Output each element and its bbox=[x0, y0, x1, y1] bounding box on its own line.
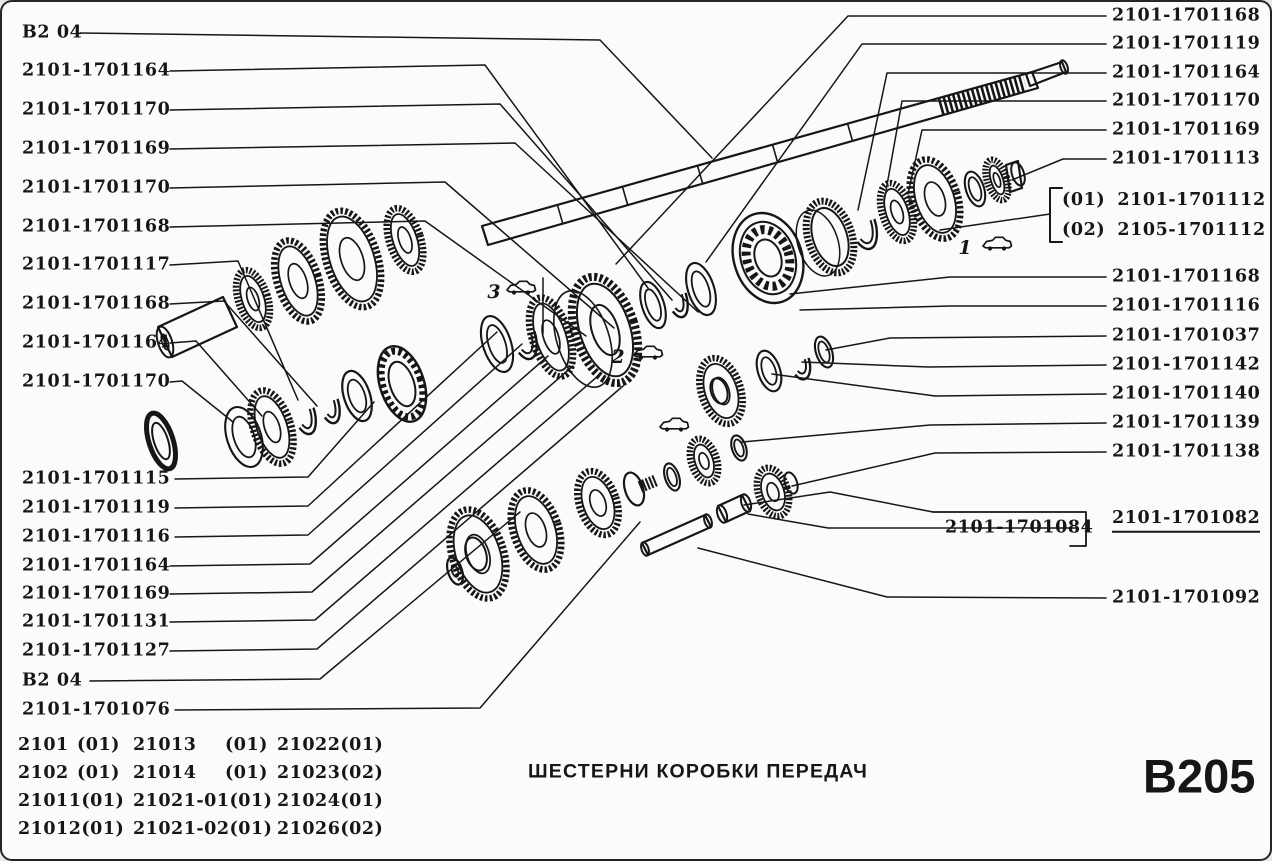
figure-title: ШЕСТЕРНИ КОРОБКИ ПЕРЕДАЧ bbox=[528, 760, 869, 783]
ring-outer bbox=[961, 169, 989, 209]
leader-line bbox=[1012, 159, 1106, 180]
applicability-row bbox=[0, 735, 420, 757]
variant-bracket bbox=[1050, 188, 1062, 242]
superseded-old-part-label: 2101-1701084 bbox=[945, 517, 1094, 538]
part-label: 2101-1701170 bbox=[1112, 90, 1261, 111]
part-label: 2101-1701119 bbox=[22, 497, 171, 518]
applicability-cell: 21013 (01) bbox=[133, 735, 268, 755]
shaft-step bbox=[773, 145, 778, 162]
leader-line bbox=[170, 356, 548, 566]
gear-hub bbox=[284, 261, 311, 300]
shaft-step bbox=[848, 123, 853, 140]
part-label: 2101-1701169 bbox=[22, 583, 171, 604]
sheet-code: B205 bbox=[1143, 749, 1256, 803]
leader-line bbox=[698, 548, 1106, 598]
part-ellipse bbox=[373, 346, 430, 422]
circlip-inner bbox=[789, 347, 808, 375]
ring-outer bbox=[728, 433, 749, 462]
part-label: 2101-1701113 bbox=[1112, 148, 1261, 169]
variant-row bbox=[1062, 190, 1266, 210]
circlip bbox=[841, 193, 882, 252]
car-wheel-icon bbox=[988, 246, 992, 250]
ring-outer bbox=[661, 462, 683, 493]
circlip-inner bbox=[291, 392, 315, 431]
applicability-cell: 21021-01(01) bbox=[133, 791, 273, 811]
leader-line bbox=[802, 362, 1106, 367]
figure-reference-label: B2 04 bbox=[22, 22, 83, 43]
part-label: 2101-1701115 bbox=[22, 468, 171, 489]
part-label: 2101-1701076 bbox=[22, 699, 171, 720]
gear-hub bbox=[587, 488, 610, 518]
car-wheel-icon bbox=[512, 290, 516, 294]
applicability-row bbox=[0, 763, 420, 785]
gear-teeth bbox=[229, 266, 276, 332]
applicability-cell: 21014 (01) bbox=[133, 763, 268, 783]
ring-outer bbox=[635, 279, 671, 331]
leader-line bbox=[742, 423, 1106, 442]
car-wheel-icon bbox=[679, 427, 683, 431]
figure-reference-label: B2 04 bbox=[22, 670, 83, 691]
applicability-cell: 21023(02) bbox=[277, 763, 384, 783]
applicability-cell: 21011(01) bbox=[18, 791, 125, 811]
leader-line bbox=[792, 452, 1106, 486]
part-ellipse bbox=[620, 470, 648, 508]
applicability-cell: 21021-02(01) bbox=[133, 819, 273, 839]
circlip bbox=[285, 385, 321, 437]
part-label: 2101-1701142 bbox=[1112, 354, 1261, 375]
gear-hub bbox=[260, 409, 284, 444]
part-label: 2101-1701168 bbox=[1112, 266, 1261, 287]
part-label: 2105-1701112 bbox=[1117, 220, 1266, 240]
ring-inner bbox=[642, 287, 665, 322]
part-label: 2101-1701127 bbox=[22, 640, 171, 661]
gear-teeth bbox=[691, 352, 750, 429]
leader-line bbox=[175, 332, 497, 508]
part-label: 2101-1701131 bbox=[22, 611, 171, 632]
part-label: 2101-1701164 bbox=[22, 555, 171, 576]
applicability-cell: 21026(02) bbox=[277, 819, 384, 839]
applicability-cell: 21022(01) bbox=[277, 735, 384, 755]
position-marker-2: 2 bbox=[611, 346, 625, 368]
gear-hub bbox=[765, 481, 781, 502]
applicability-cell: 2102 (01) bbox=[18, 763, 120, 783]
leader-line bbox=[800, 306, 1106, 310]
car-wheel-icon bbox=[653, 355, 657, 359]
gear-hub bbox=[395, 225, 415, 254]
gear-hub bbox=[522, 510, 551, 549]
applicability-cell: 2101 (01) bbox=[18, 735, 120, 755]
part-ellipse bbox=[543, 283, 623, 394]
part-label: 2101-1701169 bbox=[22, 138, 171, 159]
car-wheel-icon bbox=[1002, 246, 1006, 250]
leader-line bbox=[706, 44, 1106, 262]
leader-line bbox=[616, 16, 1106, 264]
leader-line bbox=[790, 277, 1106, 294]
part-label: 2101-1701164 bbox=[1112, 62, 1261, 83]
shaft-step bbox=[558, 205, 563, 222]
gear-teeth bbox=[685, 435, 724, 487]
gear-hub bbox=[335, 235, 370, 284]
circlip bbox=[660, 272, 693, 320]
applicability-cell: 21012(01) bbox=[18, 819, 125, 839]
part-ellipse bbox=[731, 214, 805, 301]
leader-line bbox=[175, 402, 374, 479]
position-marker-3: 3 bbox=[487, 281, 501, 303]
applicability-row bbox=[0, 791, 420, 813]
leader-line bbox=[170, 65, 648, 288]
gear-face bbox=[987, 164, 1008, 196]
shaft-step bbox=[623, 187, 628, 204]
gear-hub bbox=[888, 199, 906, 225]
ring-outer bbox=[752, 348, 786, 395]
part-label: 2101-1701168 bbox=[22, 293, 171, 314]
gear-teeth bbox=[380, 204, 431, 277]
part-label: 2101-1701170 bbox=[22, 371, 171, 392]
part-label: 2101-1701119 bbox=[1112, 33, 1261, 54]
car-wheel-icon bbox=[665, 427, 669, 431]
part-ellipse bbox=[739, 224, 797, 292]
car-wheel-icon bbox=[526, 290, 530, 294]
part-label: 2101-1701092 bbox=[1112, 587, 1261, 608]
part-label: 2101-1701164 bbox=[22, 332, 171, 353]
part-label: 2101-1701140 bbox=[1112, 383, 1261, 404]
part-label: 2101-1701168 bbox=[1112, 5, 1261, 26]
part-ellipse bbox=[337, 367, 378, 424]
variant-row bbox=[1062, 220, 1266, 240]
car-wheel-icon bbox=[639, 355, 643, 359]
part-label: 2101-1701139 bbox=[1112, 412, 1261, 433]
applicability-row bbox=[0, 819, 420, 841]
part-label: 2101-1701116 bbox=[1112, 295, 1261, 316]
part-label: 2101-1701037 bbox=[1112, 325, 1261, 346]
car-direction-icon bbox=[660, 418, 689, 429]
gear-teeth bbox=[570, 466, 627, 541]
spacer-bushing bbox=[718, 495, 750, 522]
leader-line bbox=[175, 522, 640, 710]
part-label: 2101-1701169 bbox=[1112, 119, 1261, 140]
part-label: 2101-1701170 bbox=[22, 99, 171, 120]
leader-line bbox=[826, 336, 1106, 350]
superseding-part-label: 2101-1701082 bbox=[1112, 510, 1260, 533]
synchro-ring bbox=[218, 402, 269, 471]
gear-hub bbox=[921, 179, 950, 218]
part-label: 2101-1701138 bbox=[1112, 441, 1261, 462]
position-marker-1: 1 bbox=[958, 237, 972, 259]
gear-hub bbox=[244, 286, 262, 312]
ring-outer bbox=[811, 334, 836, 369]
gear-hub bbox=[697, 452, 711, 471]
part-label: 2101-1701170 bbox=[22, 177, 171, 198]
leader-line bbox=[772, 374, 1106, 396]
part-ellipse bbox=[141, 410, 182, 473]
part-label: 2101-1701164 bbox=[22, 60, 171, 81]
leader-line bbox=[170, 381, 233, 422]
circlip-inner bbox=[317, 385, 338, 419]
part-label: 2101-1701112 bbox=[1117, 190, 1266, 210]
leader-line bbox=[80, 33, 712, 158]
part-label: 2101-1701116 bbox=[22, 526, 171, 547]
variant-code: (01) bbox=[1062, 190, 1106, 210]
variant-code: (02) bbox=[1062, 220, 1106, 240]
part-ellipse bbox=[805, 203, 856, 271]
shaft-step bbox=[698, 166, 703, 183]
car-direction-icon bbox=[983, 237, 1012, 248]
part-label: 2101-1701168 bbox=[22, 216, 171, 237]
part-label: 2101-1701117 bbox=[22, 254, 171, 275]
applicability-cell: 21024(01) bbox=[277, 791, 384, 811]
